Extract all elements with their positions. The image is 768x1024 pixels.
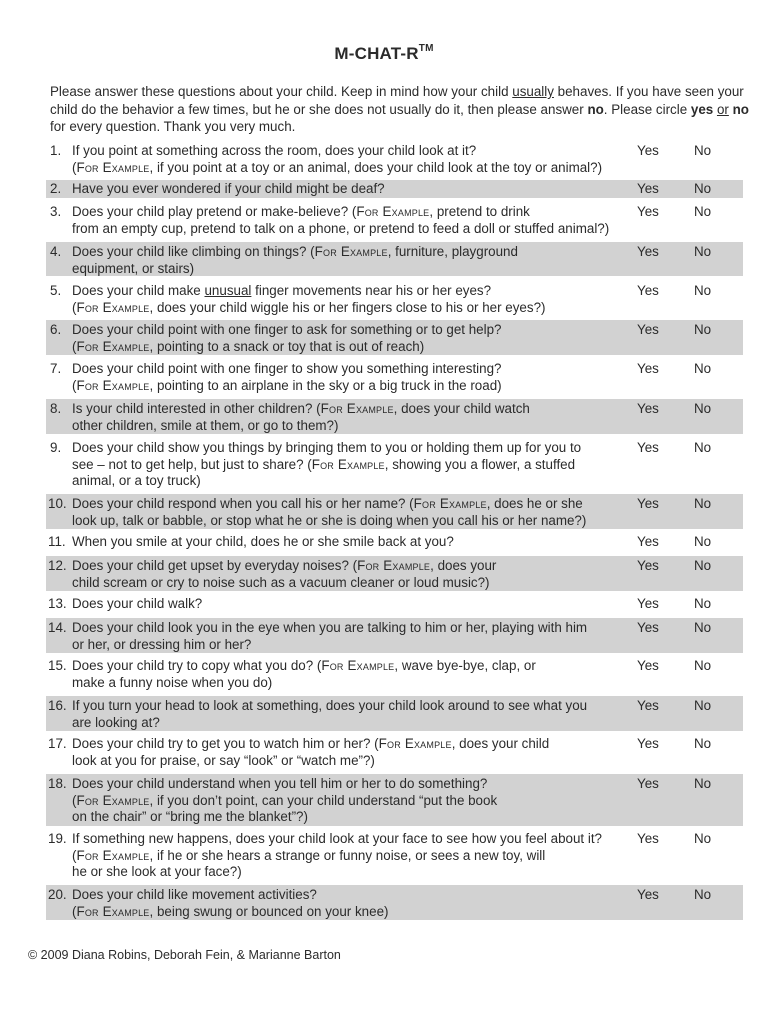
yes-option[interactable]: Yes (637, 736, 659, 751)
question-row: 13. Does your child walk? Yes No (48, 596, 712, 611)
no-option[interactable]: No (694, 322, 712, 337)
question-text: If something new happens, does your child look at your face to see how you feel about it? (For Example, if he or she hears a strange or funny noise, or sees a new toy, will he or she look at your face?) (72, 831, 603, 879)
yes-option[interactable]: Yes (637, 596, 659, 611)
yes-option[interactable]: Yes (637, 496, 659, 511)
question-row: 15. Does your child try to copy what you do? (For Example, wave bye-bye, clap, or make a funny noise when you do) Yes No (48, 658, 712, 690)
no-option[interactable]: No (694, 831, 712, 846)
instructions: Please answer these questions about your child. Keep in mind how your child usually behaves. If you have seen your child do the behavior a few times, but he or she does not usually do it, then please answer no. Please circle yes or no for every question. Thank you very much. (50, 84, 749, 134)
yes-option[interactable]: Yes (637, 620, 659, 635)
question-row: 7. Does your child point with one finger to show you something interesting? (For Example, pointing to an airplane in the sky or a big truck in the road) Yes No (50, 361, 712, 393)
question-row: 8. Is your child interested in other children? (For Example, does your child watch other children, smile at them, or go to them?) Yes No (46, 399, 743, 434)
question-text: Is your child interested in other children? (For Example, does your child watch other children, smile at them, or go to them?) (72, 401, 530, 433)
yes-option[interactable]: Yes (637, 698, 659, 713)
yes-option[interactable]: Yes (637, 776, 659, 791)
question-text: When you smile at your child, does he or she smile back at you? (72, 534, 454, 549)
no-option[interactable]: No (694, 776, 712, 791)
question-row: 16. If you turn your head to look at something, does your child look around to see what you are looking at? Yes No (46, 696, 743, 731)
trademark-mark: TM (418, 43, 434, 55)
question-text: Does your child like movement activities? (For Example, being swung or bounced on your knee) (72, 887, 389, 919)
no-option[interactable]: No (694, 244, 712, 259)
yes-option[interactable]: Yes (637, 204, 659, 219)
no-option[interactable]: No (694, 401, 712, 416)
no-option[interactable]: No (694, 143, 712, 158)
question-text: Does your child walk? (72, 596, 203, 611)
question-text: Have you ever wondered if your child might be deaf? (72, 181, 385, 196)
no-option[interactable]: No (694, 496, 712, 511)
yes-option[interactable]: Yes (637, 440, 659, 455)
no-option[interactable]: No (694, 736, 712, 751)
question-text: Does your child like climbing on things? (For Example, furniture, playground equipment, or stairs) (72, 244, 518, 276)
yes-option[interactable]: Yes (637, 322, 659, 337)
question-text: Does your child look you in the eye when you are talking to him or her, playing with him or her, or dressing him or her? (72, 620, 588, 652)
no-option[interactable]: No (694, 698, 712, 713)
question-row: 18. Does your child understand when you tell him or her to do something? (For Example, if you don’t point, can your child understand “put the book on the chair” or “bring me the blanket”?) Yes No (46, 774, 743, 826)
no-option[interactable]: No (694, 440, 712, 455)
question-row: 10. Does your child respond when you call his or her name? (For Example, does he or she look up, talk or babble, or stop what he or she is doing when you call his or her name?) Yes No (46, 494, 743, 529)
question-row: 11. When you smile at your child, does he or she smile back at you? Yes No (48, 534, 712, 549)
yes-option[interactable]: Yes (637, 361, 659, 376)
yes-option[interactable]: Yes (637, 558, 659, 573)
yes-option[interactable]: Yes (637, 887, 659, 902)
copyright-footer: © 2009 Diana Robins, Deborah Fein, & Marianne Barton (28, 948, 341, 962)
question-text: Does your child respond when you call his or her name? (For Example, does he or she look up, talk or babble, or stop what he or she is doing when you call his or her name?) (72, 496, 587, 528)
question-text: Does your child try to get you to watch him or her? (For Example, does your child look at you for praise, or say “look” or “watch me”?) (72, 736, 550, 768)
no-option[interactable]: No (694, 887, 712, 902)
yes-option[interactable]: Yes (637, 244, 659, 259)
yes-option[interactable]: Yes (637, 534, 659, 549)
question-row: 20. Does your child like movement activities? (For Example, being swung or bounced on your knee) Yes No (46, 885, 743, 920)
question-row: 6. Does your child point with one finger to ask for something or to get help? (For Example, pointing to a snack or toy that is out of reach) Yes No (46, 320, 743, 355)
question-text: Does your child understand when you tell him or her to do something? (For Example, if you don’t point, can your child understand “put the book on the chair” or “bring me the blanket”?) (72, 776, 498, 824)
yes-option[interactable]: Yes (637, 658, 659, 673)
question-text: Does your child get upset by everyday noises? (For Example, does your child scream or cry to noise such as a vacuum cleaner or loud music?) (72, 558, 497, 590)
question-row: 12. Does your child get upset by everyday noises? (For Example, does your child scream or cry to noise such as a vacuum cleaner or loud music?) Yes No (46, 556, 743, 591)
no-option[interactable]: No (694, 283, 712, 298)
question-row: 5. Does your child make unusual finger movements near his or her eyes? (For Example, does your child wiggle his or her fingers close to his or her eyes?) Yes No (50, 283, 712, 315)
question-text: Does your child play pretend or make-believe? (For Example, pretend to drink from an empty cup, pretend to talk on a phone, or pretend to feed a doll or stuffed animal?) (72, 204, 610, 236)
question-text: If you turn your head to look at something, does your child look around to see what you are looking at? (72, 698, 588, 730)
no-option[interactable]: No (694, 658, 712, 673)
question-text: Does your child point with one finger to show you something interesting? (For Example, pointing to an airplane in the sky or a big truck in the road) (72, 361, 502, 393)
yes-option[interactable]: Yes (637, 401, 659, 416)
question-row: 1. If you point at something across the room, does your child look at it? (For Example, if you point at a toy or an animal, does your child look at the toy or animal?) Yes No (50, 143, 712, 175)
no-option[interactable]: No (694, 596, 712, 611)
question-row: 2. Have you ever wondered if your child might be deaf? Yes No (46, 180, 743, 198)
question-text: Does your child make unusual finger movements near his or her eyes? (For Example, does your child wiggle his or her fingers close to his or her eyes?) (72, 283, 546, 315)
no-option[interactable]: No (694, 620, 712, 635)
no-option[interactable]: No (694, 534, 712, 549)
yes-option[interactable]: Yes (637, 283, 659, 298)
question-text: Does your child try to copy what you do? (For Example, wave bye-bye, clap, or make a funny noise when you do) (72, 658, 536, 690)
page-title: M-CHAT-R™ (334, 43, 434, 63)
question-row: 14. Does your child look you in the eye when you are talking to him or her, playing with him or her, or dressing him or her? Yes No (46, 618, 743, 653)
no-option[interactable]: No (694, 558, 712, 573)
question-text: Does your child show you things by bringing them to you or holding them up for you to see – not to get help, but just to share? (For Example, showing you a flower, a stuffed animal, or a toy truck) (72, 440, 582, 488)
question-row: 17. Does your child try to get you to watch him or her? (For Example, does your child look at you for praise, or say “look” or “watch me”?) Yes No (48, 736, 712, 768)
question-row: 3. Does your child play pretend or make-believe? (For Example, pretend to drink from an empty cup, pretend to talk on a phone, or pretend to feed a doll or stuffed animal?) Yes No (50, 204, 712, 236)
no-option[interactable]: No (694, 361, 712, 376)
question-row: 9. Does your child show you things by bringing them to you or holding them up for you to see – not to get help, but just to share? (For Example, showing you a flower, a stuffed animal, or a toy truck) Yes No (50, 440, 712, 488)
question-row: 19. If something new happens, does your child look at your face to see how you feel about it? (For Example, if he or she hears a strange or funny noise, or sees a new toy, will he or she look at your face?) Yes No (48, 831, 712, 879)
question-row: 4. Does your child like climbing on things? (For Example, furniture, playground equipment, or stairs) Yes No (46, 242, 743, 276)
yes-option[interactable]: Yes (637, 143, 659, 158)
no-option[interactable]: No (694, 181, 712, 196)
no-option[interactable]: No (694, 204, 712, 219)
question-text: If you point at something across the room, does your child look at it? (For Example, if you point at a toy or an animal, does your child look at the toy or animal?) (72, 143, 603, 175)
yes-option[interactable]: Yes (637, 831, 659, 846)
yes-option[interactable]: Yes (637, 181, 659, 196)
question-text: Does your child point with one finger to ask for something or to get help? (For Example, pointing to a snack or toy that is out of reach) (72, 322, 502, 354)
